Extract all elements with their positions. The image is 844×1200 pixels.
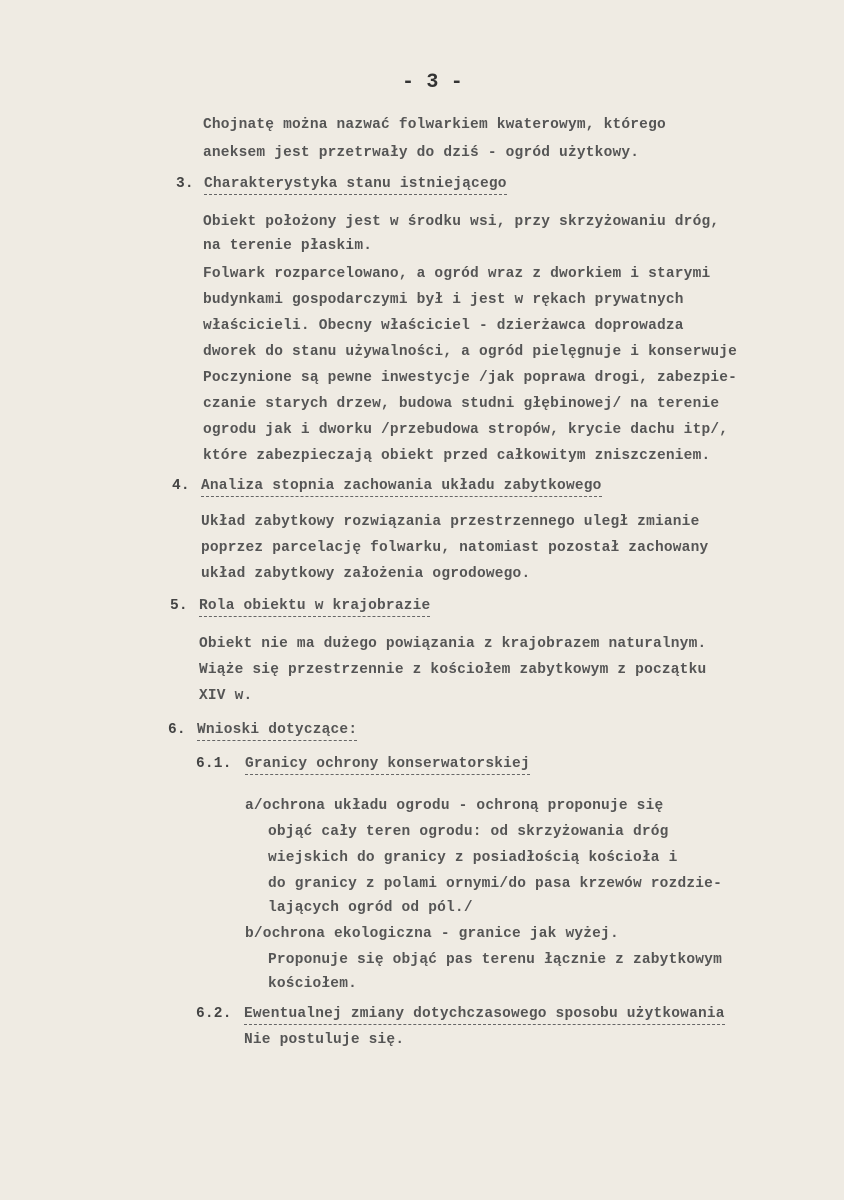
section-3-line: czanie starych drzew, budowa studni głębinowej/ na terenie — [203, 396, 720, 412]
section-5-line: Wiąże się przestrzennie z kościołem zabytkowym z początku — [199, 662, 707, 678]
section-6-1-a-line: do granicy z polami ornymi/do pasa krzewów rozdzie- — [268, 876, 722, 892]
section-5-line: XIV w. — [199, 688, 253, 704]
section-6-2-line: Nie postuluje się. — [244, 1032, 405, 1048]
section-4-line: Układ zabytkowy rozwiązania przestrzennego uległ zmianie — [201, 514, 700, 530]
section-5-heading: Rola obiektu w krajobrazie — [199, 597, 430, 617]
section-6-1-a-line: lających ogród od pól./ — [268, 900, 473, 916]
section-6-1-a-line: a/ochrona układu ogrodu - ochroną proponuje się — [245, 798, 664, 814]
section-4-line: poprzez parcelację folwarku, natomiast pozostał zachowany — [201, 540, 709, 556]
section-6-number: 6. — [168, 722, 186, 738]
section-3-line: dworek do stanu używalności, a ogród pielęgnuje i konserwuje — [203, 344, 738, 360]
section-3-line: ogrodu jak i dworku /przebudowa stropów, krycie dachu itp/, — [203, 422, 729, 438]
section-3-line: budynkami gospodarczymi był i jest w rękach prywatnych — [203, 292, 684, 308]
section-5-line: Obiekt nie ma dużego powiązania z krajobrazem naturalnym. — [199, 636, 707, 652]
section-3-number: 3. — [176, 176, 194, 192]
section-3-line: Obiekt położony jest w środku wsi, przy skrzyżowaniu dróg, — [203, 214, 720, 230]
intro-line-1: Chojnatę można nazwać folwarkiem kwaterowym, którego — [203, 117, 666, 133]
section-4-number: 4. — [172, 478, 190, 494]
section-6-1-b-line: b/ochrona ekologiczna - granice jak wyżej. — [245, 926, 619, 942]
section-3-line: na terenie płaskim. — [203, 238, 373, 254]
section-6-1-a-line: objąć cały teren ogrodu: od skrzyżowania dróg — [268, 824, 669, 840]
section-6-1-heading: Granicy ochrony konserwatorskiej — [245, 755, 530, 775]
section-6-1-b-line: Proponuje się objąć pas terenu łącznie z zabytkowym — [268, 952, 722, 968]
section-6-1-b-line: kościołem. — [268, 976, 358, 992]
section-6-2-number: 6.2. — [196, 1006, 232, 1022]
section-5-number: 5. — [170, 598, 188, 614]
section-6-1-number: 6.1. — [196, 756, 232, 772]
section-3-heading: Charakterystyka stanu istniejącego — [204, 175, 507, 195]
section-3-line: Folwark rozparcelowano, a ogród wraz z dworkiem i starymi — [203, 266, 711, 282]
section-4-heading: Analiza stopnia zachowania układu zabytkowego — [201, 477, 602, 497]
section-3-line: właścicieli. Obecny właściciel - dzierżawca doprowadza — [203, 318, 684, 334]
intro-line-2: aneksem jest przetrwały do dziś - ogród użytkowy. — [203, 145, 640, 161]
section-6-1-a-line: wiejskich do granicy z posiadłością kościoła i — [268, 850, 678, 866]
section-3-line: które zabezpieczają obiekt przed całkowitym zniszczeniem. — [203, 448, 711, 464]
page-number: - 3 - — [402, 71, 464, 94]
section-3-line: Poczynione są pewne inwestycje /jak poprawa drogi, zabezpie- — [203, 370, 738, 386]
section-4-line: układ zabytkowy założenia ogrodowego. — [201, 566, 531, 582]
section-6-2-heading: Ewentualnej zmiany dotychczasowego sposobu użytkowania — [244, 1005, 725, 1025]
section-6-heading: Wnioski dotyczące: — [197, 721, 357, 741]
